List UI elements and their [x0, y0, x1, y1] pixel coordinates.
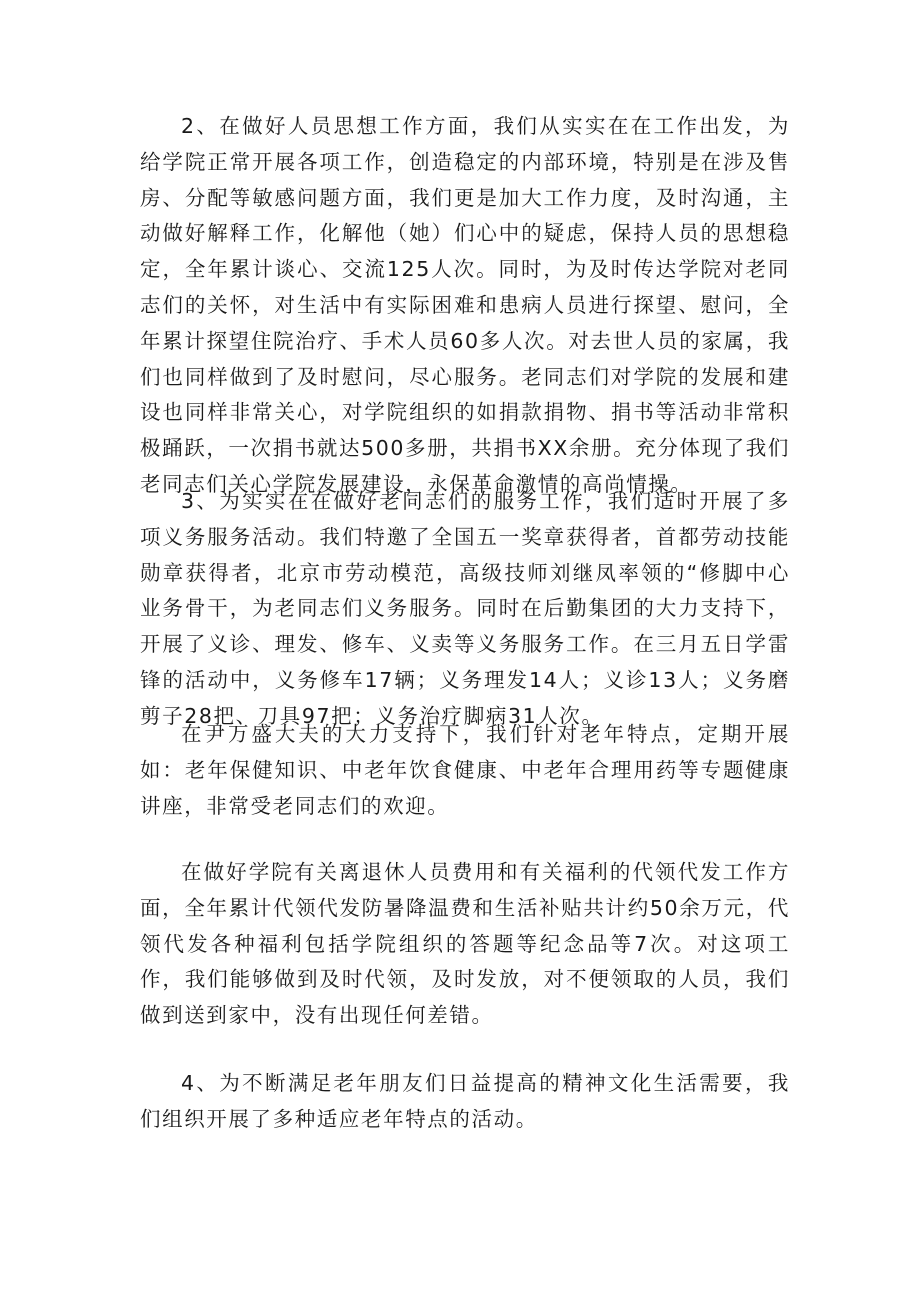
paragraph-health-lectures: 在尹万盛大夫的大力支持下，我们针对老年特点，定期开展如：老年保健知识、中老年饮食健康、中老年合理用药等专题健康讲座，非常受老同志们的欢迎。: [140, 722, 790, 818]
paragraph-ideological-work: 2、在做好人员思想工作方面，我们从实实在在工作出发，为给学院正常开展各项工作，创造稳定的内部环境，特别是在涉及售房、分配等敏感问题方面，我们更是加大工作力度，及时沟通，主动做好解释工作，化解他（她）们心中的疑虑，保持人员的思想稳定，全年累计谈心、交流125人次。同时，为及时传达学院对老同志们的关怀，对生活中有实际困难和患病人员进行探望、慰问，全年累计探望住院治疗、手术人员60多人次。对去世人员的家属，我们也同样做到了及时慰问，尽心服务。老同志们对学院的发展和建设也同样非常关心，对学院组织的如捐款捐物、捐书等活动非常积极踊跃，一次捐书就达500多册，共捐书XX余册。充分体现了我们老同志们关心学院发展建设，永保革命激情的高尚情操。: [140, 114, 790, 496]
paragraph-welfare-distribution: 在做好学院有关离退休人员费用和有关福利的代领代发工作方面，全年累计代领代发防暑降温费和生活补贴共计约50余万元，代领代发各种福利包括学院组织的答题等纪念品等7次。对这项工作，我们能够做到及时代领，及时发放，对不便领取的人员，我们做到送到家中，没有出现任何差错。: [140, 860, 790, 1028]
paragraph-volunteer-service: 3、为实实在在做好老同志们的服务工作，我们适时开展了多项义务服务活动。我们特邀了全国五一奖章获得者，首都劳动技能勋章获得者，北京市劳动模范，高级技师刘继凤率领的“修脚中心业务骨干，为老同志们义务服务。同时在后勤集团的大力支持下，开展了义诊、理发、修车、义卖等义务服务工作。在三月五日学雷锋的活动中，义务修车17辆；义务理发14人；义诊13人；义务磨剪子28把、刀具97把；义务治疗脚病31人次。: [140, 489, 790, 728]
paragraph-cultural-activities: 4、为不断满足老年朋友们日益提高的精神文化生活需要，我们组织开展了多种适应老年特点的活动。: [140, 1071, 790, 1131]
